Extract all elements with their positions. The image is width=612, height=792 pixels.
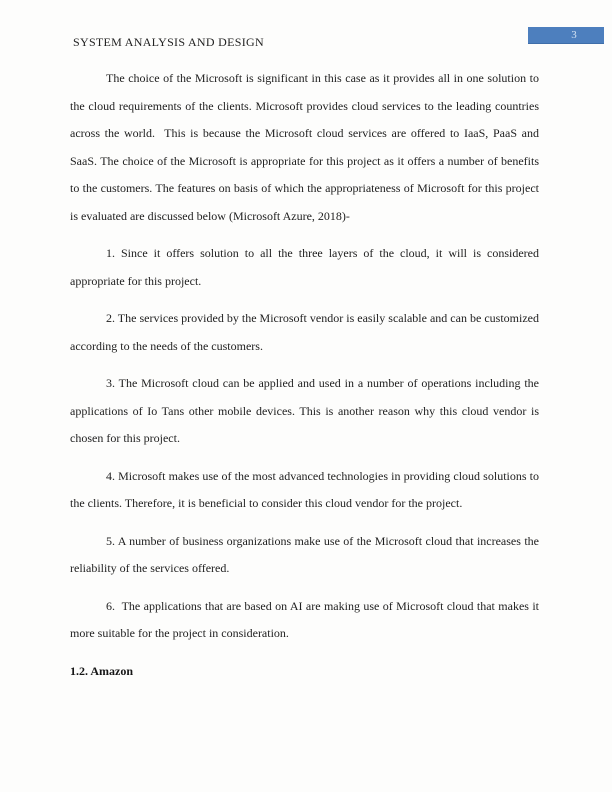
list-item-5: 5. A number of business organizations make use of the Microsoft cloud that increases the reliability of the services offered. bbox=[70, 533, 542, 575]
list-item-6: 6. The applications that are based on AI are making use of Microsoft cloud that makes it more suitable for the project in consideration. bbox=[70, 598, 542, 640]
running-head: SYSTEM ANALYSIS AND DESIGN bbox=[73, 35, 264, 49]
section-heading-amazon: 1.2. Amazon bbox=[70, 663, 133, 678]
list-item-4: 4. Microsoft makes use of the most advanced technologies in providing cloud solutions to the clients. Therefore, it is beneficial to consider this cloud vendor for the project. bbox=[70, 468, 542, 510]
page-number: 3 bbox=[571, 28, 577, 41]
list-item-3: 3. The Microsoft cloud can be applied and used in a number of operations including the applications of Io Tans other mobile devices. This is another reason why this cloud vendor is chosen for this project. bbox=[70, 376, 542, 445]
list-item-1: 1. Since it offers solution to all the three layers of the cloud, it will is considered appropriate for this project. bbox=[70, 246, 542, 288]
document-body bbox=[70, 65, 542, 685]
paragraph-intro: The choice of the Microsoft is significant in this case as it provides all in one solution to the cloud requirements of the clients. Microsoft provides cloud services to the leading countries across the world. This is because the Microsoft cloud services are offered to IaaS, PaaS and SaaS. The choice of the Microsoft is appropriate for this project as it offers a number of benefits to the customers. The features on basis of which the appropriateness of Microsoft for this project is evaluated are discussed below (Microsoft Azure, 2018)- bbox=[70, 71, 542, 223]
page-number-box bbox=[528, 27, 604, 44]
list-item-2: 2. The services provided by the Microsoft vendor is easily scalable and can be customized according to the needs of the customers. bbox=[70, 311, 542, 353]
